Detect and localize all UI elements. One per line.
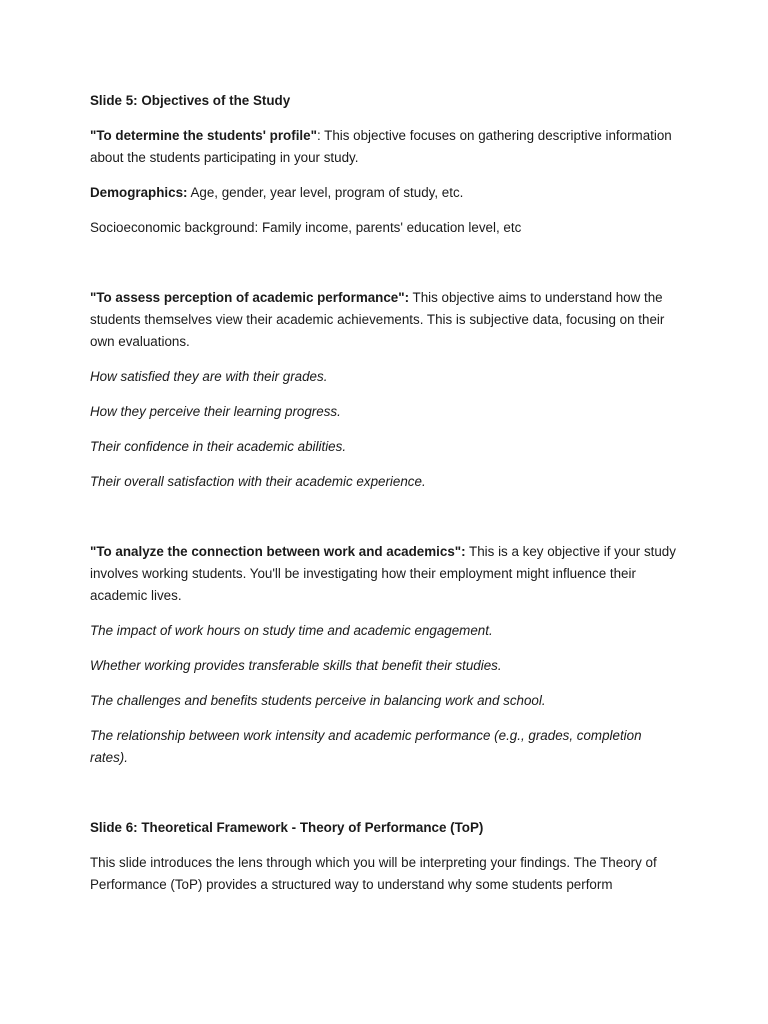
slide6-intro: This slide introduces the lens through which you will be interpreting your findings. The Theory of Performance (ToP) provides a structured way to understand why some students perform bbox=[90, 855, 657, 892]
objective-perception-lead: "To assess perception of academic performance": bbox=[90, 290, 410, 305]
objective-work-academics bbox=[90, 541, 682, 607]
objective-work-academics-text: This is a key objective if your study involves working students. You'll be investigating how their employment might influence their academic lives. bbox=[90, 544, 676, 603]
work-academics-item: The impact of work hours on study time and academic engagement. bbox=[90, 623, 493, 638]
spacer bbox=[90, 252, 682, 287]
objective-perception-text: This objective aims to understand how the students themselves view their academic achievements. This is subjective data, focusing on their own evaluations. bbox=[90, 290, 665, 349]
objective-work-academics-lead: "To analyze the connection between work and academics": bbox=[90, 544, 466, 559]
work-academics-item: Whether working provides transferable skills that benefit their studies. bbox=[90, 658, 502, 673]
perception-item: How satisfied they are with their grades. bbox=[90, 369, 328, 384]
perception-item: Their overall satisfaction with their academic experience. bbox=[90, 474, 426, 489]
perception-item: How they perceive their learning progress. bbox=[90, 404, 341, 419]
document-body bbox=[90, 90, 682, 909]
objective-profile-text: : This objective focuses on gathering descriptive information about the students participating in your study. bbox=[90, 128, 672, 165]
demographics-line bbox=[90, 182, 682, 204]
slide5-heading: Slide 5: Objectives of the Study bbox=[90, 93, 291, 108]
objective-perception bbox=[90, 287, 682, 353]
spacer bbox=[90, 506, 682, 541]
work-academics-item: The relationship between work intensity and academic performance (e.g., grades, completion rates). bbox=[90, 728, 642, 765]
demographics-lead: Demographics: bbox=[90, 185, 188, 200]
objective-profile-lead: "To determine the students' profile" bbox=[90, 128, 317, 143]
demographics-text: Age, gender, year level, program of study, etc. bbox=[187, 185, 464, 200]
perception-item: Their confidence in their academic abilities. bbox=[90, 439, 347, 454]
slide6-heading: Slide 6: Theoretical Framework - Theory of Performance (ToP) bbox=[90, 820, 484, 835]
spacer bbox=[90, 782, 682, 817]
objective-profile bbox=[90, 125, 682, 169]
work-academics-item: The challenges and benefits students perceive in balancing work and school. bbox=[90, 693, 546, 708]
socioeconomic-line: Socioeconomic background: Family income, parents' education level, etc bbox=[90, 220, 522, 235]
